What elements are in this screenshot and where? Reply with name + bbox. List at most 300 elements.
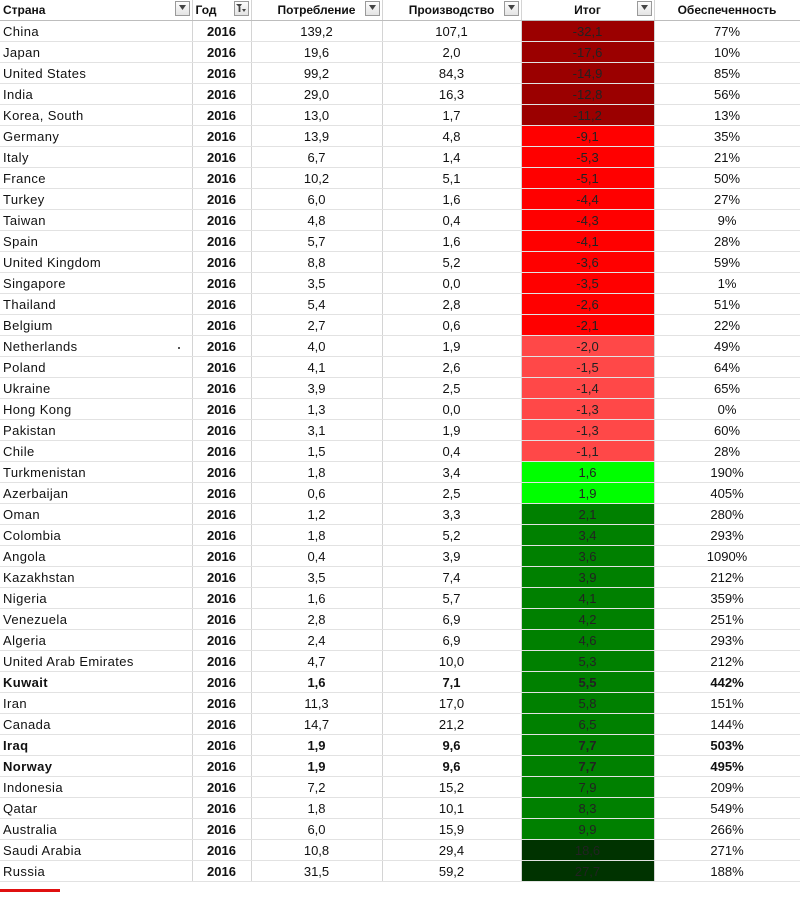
year-cell[interactable]: 2016 <box>192 504 251 525</box>
stray-dot <box>178 347 180 349</box>
consumption-cell[interactable]: 5,4 <box>251 294 382 315</box>
year-cell[interactable]: 2016 <box>192 630 251 651</box>
header-production-label: Производство <box>408 3 495 17</box>
country-cell[interactable]: Azerbaijan <box>0 483 192 504</box>
production-cell[interactable]: 0,0 <box>382 273 521 294</box>
consumption-cell[interactable]: 4,0 <box>251 336 382 357</box>
sufficiency-cell[interactable]: 293% <box>654 525 800 546</box>
country-cell[interactable]: Turkmenistan <box>0 462 192 483</box>
table-row <box>0 840 800 861</box>
total-cell[interactable]: 18,6 <box>521 840 654 861</box>
year-cell[interactable]: 2016 <box>192 42 251 63</box>
sufficiency-cell[interactable]: 151% <box>654 693 800 714</box>
table-row <box>0 105 800 126</box>
consumption-cell[interactable]: 1,3 <box>251 399 382 420</box>
table-row <box>0 336 800 357</box>
production-cell[interactable]: 2,6 <box>382 357 521 378</box>
country-cell[interactable]: Japan <box>0 42 192 63</box>
header-year-label: Год <box>195 3 217 17</box>
table-row <box>0 147 800 168</box>
sufficiency-cell[interactable]: 549% <box>654 798 800 819</box>
country-cell[interactable]: Saudi Arabia <box>0 840 192 861</box>
total-cell[interactable]: -32,1 <box>521 21 654 42</box>
country-cell[interactable]: Turkey <box>0 189 192 210</box>
year-cell[interactable]: 2016 <box>192 210 251 231</box>
table-row <box>0 525 800 546</box>
sufficiency-cell[interactable]: 85% <box>654 63 800 84</box>
year-cell[interactable]: 2016 <box>192 588 251 609</box>
chevron-down-icon <box>369 5 376 10</box>
year-cell[interactable]: 2016 <box>192 168 251 189</box>
year-cell[interactable]: 2016 <box>192 525 251 546</box>
consumption-cell[interactable]: 5,7 <box>251 231 382 252</box>
country-cell[interactable]: Singapore <box>0 273 192 294</box>
sufficiency-cell[interactable]: 209% <box>654 777 800 798</box>
year-cell[interactable]: 2016 <box>192 126 251 147</box>
chevron-down-icon <box>641 5 648 10</box>
year-cell[interactable]: 2016 <box>192 294 251 315</box>
total-cell[interactable]: 5,5 <box>521 672 654 693</box>
country-cell[interactable]: India <box>0 84 192 105</box>
production-cell[interactable]: 4,8 <box>382 126 521 147</box>
total-cell[interactable]: -1,3 <box>521 399 654 420</box>
total-cell[interactable]: 7,7 <box>521 735 654 756</box>
consumption-cell[interactable]: 10,2 <box>251 168 382 189</box>
country-cell[interactable]: Oman <box>0 504 192 525</box>
consumption-cell[interactable]: 1,8 <box>251 798 382 819</box>
country-filter-button[interactable] <box>175 1 190 16</box>
production-cell[interactable]: 5,2 <box>382 252 521 273</box>
table-row <box>0 567 800 588</box>
production-cell[interactable]: 5,2 <box>382 525 521 546</box>
production-cell[interactable]: 7,4 <box>382 567 521 588</box>
sufficiency-cell[interactable]: 212% <box>654 651 800 672</box>
year-cell[interactable]: 2016 <box>192 315 251 336</box>
year-cell[interactable]: 2016 <box>192 441 251 462</box>
total-cell[interactable]: -5,1 <box>521 168 654 189</box>
country-cell[interactable]: Hong Kong <box>0 399 192 420</box>
total-cell[interactable]: -3,5 <box>521 273 654 294</box>
consumption-cell[interactable]: 13,9 <box>251 126 382 147</box>
total-cell[interactable]: 8,3 <box>521 798 654 819</box>
table-row <box>0 504 800 525</box>
total-cell[interactable]: -1,1 <box>521 441 654 462</box>
production-cell[interactable]: 5,7 <box>382 588 521 609</box>
table-row <box>0 294 800 315</box>
production-filter-button[interactable] <box>504 1 519 16</box>
total-cell[interactable]: 5,8 <box>521 693 654 714</box>
filter-active-icon <box>236 4 246 12</box>
country-cell[interactable]: Nigeria <box>0 588 192 609</box>
country-cell[interactable]: Colombia <box>0 525 192 546</box>
table-row <box>0 546 800 567</box>
year-cell[interactable]: 2016 <box>192 105 251 126</box>
consumption-cell[interactable]: 2,8 <box>251 609 382 630</box>
sufficiency-cell[interactable]: 1090% <box>654 546 800 567</box>
sufficiency-cell[interactable]: 271% <box>654 840 800 861</box>
country-cell[interactable]: Thailand <box>0 294 192 315</box>
sufficiency-cell[interactable]: 65% <box>654 378 800 399</box>
sufficiency-cell[interactable]: 405% <box>654 483 800 504</box>
country-cell[interactable]: Australia <box>0 819 192 840</box>
header-consumption <box>251 0 382 21</box>
consumption-cell[interactable]: 4,8 <box>251 210 382 231</box>
production-cell[interactable]: 15,9 <box>382 819 521 840</box>
total-cell[interactable]: 7,7 <box>521 756 654 777</box>
table-row <box>0 231 800 252</box>
consumption-cell[interactable]: 6,7 <box>251 147 382 168</box>
country-cell[interactable]: Russia <box>0 861 192 882</box>
total-cell[interactable]: -2,0 <box>521 336 654 357</box>
total-cell[interactable]: -1,3 <box>521 420 654 441</box>
consumption-cell[interactable]: 3,5 <box>251 273 382 294</box>
production-cell[interactable]: 84,3 <box>382 63 521 84</box>
sufficiency-cell[interactable]: 59% <box>654 252 800 273</box>
production-cell[interactable]: 10,1 <box>382 798 521 819</box>
total-cell[interactable]: -3,6 <box>521 252 654 273</box>
total-cell[interactable]: 4,1 <box>521 588 654 609</box>
year-cell[interactable]: 2016 <box>192 798 251 819</box>
header-total <box>521 0 654 21</box>
country-cell[interactable]: Angola <box>0 546 192 567</box>
year-cell[interactable]: 2016 <box>192 231 251 252</box>
table-row <box>0 630 800 651</box>
sufficiency-cell[interactable]: 280% <box>654 504 800 525</box>
consumption-cell[interactable]: 3,5 <box>251 567 382 588</box>
country-cell[interactable]: United States <box>0 63 192 84</box>
year-cell[interactable]: 2016 <box>192 735 251 756</box>
production-cell[interactable]: 7,1 <box>382 672 521 693</box>
header-row <box>0 0 800 21</box>
sufficiency-cell[interactable]: 51% <box>654 294 800 315</box>
country-cell[interactable]: Kazakhstan <box>0 567 192 588</box>
year-cell[interactable]: 2016 <box>192 21 251 42</box>
sufficiency-cell[interactable]: 35% <box>654 126 800 147</box>
consumption-cell[interactable]: 1,5 <box>251 441 382 462</box>
total-cell[interactable]: -2,1 <box>521 315 654 336</box>
consumption-cell[interactable]: 1,8 <box>251 462 382 483</box>
production-cell[interactable]: 0,4 <box>382 441 521 462</box>
sufficiency-cell[interactable]: 22% <box>654 315 800 336</box>
production-cell[interactable]: 15,2 <box>382 777 521 798</box>
table-row <box>0 189 800 210</box>
consumption-cell[interactable]: 1,9 <box>251 735 382 756</box>
country-cell[interactable]: France <box>0 168 192 189</box>
consumption-cell[interactable]: 139,2 <box>251 21 382 42</box>
sufficiency-cell[interactable]: 56% <box>654 84 800 105</box>
total-cell[interactable]: 3,4 <box>521 525 654 546</box>
year-cell[interactable]: 2016 <box>192 84 251 105</box>
country-cell[interactable]: Taiwan <box>0 210 192 231</box>
year-cell[interactable]: 2016 <box>192 273 251 294</box>
year-cell[interactable]: 2016 <box>192 189 251 210</box>
country-cell[interactable]: United Kingdom <box>0 252 192 273</box>
sufficiency-cell[interactable]: 28% <box>654 441 800 462</box>
consumption-cell[interactable]: 1,9 <box>251 756 382 777</box>
production-cell[interactable]: 10,0 <box>382 651 521 672</box>
production-cell[interactable]: 3,9 <box>382 546 521 567</box>
sufficiency-cell[interactable]: 144% <box>654 714 800 735</box>
total-cell[interactable]: -14,9 <box>521 63 654 84</box>
country-cell[interactable]: China <box>0 21 192 42</box>
country-cell[interactable]: Pakistan <box>0 420 192 441</box>
sufficiency-cell[interactable]: 9% <box>654 210 800 231</box>
year-cell[interactable]: 2016 <box>192 840 251 861</box>
table-row <box>0 756 800 777</box>
consumption-cell[interactable]: 29,0 <box>251 84 382 105</box>
consumption-cell[interactable]: 13,0 <box>251 105 382 126</box>
total-cell[interactable]: 1,9 <box>521 483 654 504</box>
country-cell[interactable]: Germany <box>0 126 192 147</box>
production-cell[interactable]: 2,5 <box>382 378 521 399</box>
table-row <box>0 84 800 105</box>
total-cell[interactable]: -1,5 <box>521 357 654 378</box>
sufficiency-cell[interactable]: 60% <box>654 420 800 441</box>
total-cell[interactable]: -1,4 <box>521 378 654 399</box>
sufficiency-cell[interactable]: 0% <box>654 399 800 420</box>
consumption-cell[interactable]: 2,7 <box>251 315 382 336</box>
country-cell[interactable]: Iran <box>0 693 192 714</box>
country-cell[interactable]: Canada <box>0 714 192 735</box>
production-cell[interactable]: 1,9 <box>382 420 521 441</box>
sufficiency-cell[interactable]: 1% <box>654 273 800 294</box>
country-cell[interactable]: Kuwait <box>0 672 192 693</box>
production-cell[interactable]: 1,6 <box>382 189 521 210</box>
production-cell[interactable]: 1,6 <box>382 231 521 252</box>
table-row <box>0 420 800 441</box>
production-cell[interactable]: 6,9 <box>382 630 521 651</box>
table-row <box>0 672 800 693</box>
consumption-cell[interactable]: 1,6 <box>251 672 382 693</box>
total-cell[interactable]: -17,6 <box>521 42 654 63</box>
consumption-cell[interactable]: 6,0 <box>251 189 382 210</box>
production-cell[interactable]: 0,6 <box>382 315 521 336</box>
year-cell[interactable]: 2016 <box>192 462 251 483</box>
production-cell[interactable]: 6,9 <box>382 609 521 630</box>
consumption-cell[interactable]: 14,7 <box>251 714 382 735</box>
total-filter-button[interactable] <box>637 1 652 16</box>
consumption-cell[interactable]: 6,0 <box>251 819 382 840</box>
table-row <box>0 714 800 735</box>
sufficiency-cell[interactable]: 77% <box>654 21 800 42</box>
sufficiency-cell[interactable]: 293% <box>654 630 800 651</box>
year-cell[interactable]: 2016 <box>192 756 251 777</box>
total-cell[interactable]: -4,3 <box>521 210 654 231</box>
chevron-down-icon <box>508 5 515 10</box>
production-cell[interactable]: 2,5 <box>382 483 521 504</box>
consumption-cell[interactable]: 1,2 <box>251 504 382 525</box>
header-total-label: Итог <box>574 3 601 17</box>
year-cell[interactable]: 2016 <box>192 420 251 441</box>
total-cell[interactable]: -4,4 <box>521 189 654 210</box>
consumption-cell[interactable]: 0,6 <box>251 483 382 504</box>
consumption-cell[interactable]: 1,6 <box>251 588 382 609</box>
total-cell[interactable]: 2,1 <box>521 504 654 525</box>
year-cell[interactable]: 2016 <box>192 252 251 273</box>
year-cell[interactable]: 2016 <box>192 567 251 588</box>
sufficiency-cell[interactable]: 13% <box>654 105 800 126</box>
production-cell[interactable]: 107,1 <box>382 21 521 42</box>
production-cell[interactable]: 2,8 <box>382 294 521 315</box>
country-cell[interactable]: Algeria <box>0 630 192 651</box>
consumption-filter-button[interactable] <box>365 1 380 16</box>
header-country-label: Страна <box>3 3 46 17</box>
consumption-cell[interactable]: 10,8 <box>251 840 382 861</box>
country-cell[interactable]: Chile <box>0 441 192 462</box>
total-cell[interactable]: 4,2 <box>521 609 654 630</box>
country-cell[interactable]: Indonesia <box>0 777 192 798</box>
country-cell[interactable]: Spain <box>0 231 192 252</box>
year-cell[interactable]: 2016 <box>192 357 251 378</box>
year-cell[interactable]: 2016 <box>192 546 251 567</box>
production-cell[interactable]: 9,6 <box>382 735 521 756</box>
year-cell[interactable]: 2016 <box>192 378 251 399</box>
country-cell[interactable]: Norway <box>0 756 192 777</box>
sufficiency-cell[interactable]: 21% <box>654 147 800 168</box>
table-row <box>0 861 800 882</box>
consumption-cell[interactable]: 99,2 <box>251 63 382 84</box>
table-row <box>0 273 800 294</box>
sufficiency-cell[interactable]: 495% <box>654 756 800 777</box>
table-row <box>0 252 800 273</box>
sufficiency-cell[interactable]: 442% <box>654 672 800 693</box>
header-year <box>192 0 251 21</box>
table-header <box>0 0 800 21</box>
sufficiency-cell[interactable]: 10% <box>654 42 800 63</box>
year-cell[interactable]: 2016 <box>192 651 251 672</box>
total-cell[interactable]: 1,6 <box>521 462 654 483</box>
production-cell[interactable]: 1,9 <box>382 336 521 357</box>
total-cell[interactable]: -9,1 <box>521 126 654 147</box>
production-cell[interactable]: 1,7 <box>382 105 521 126</box>
consumption-cell[interactable]: 1,8 <box>251 525 382 546</box>
consumption-cell[interactable]: 8,8 <box>251 252 382 273</box>
country-cell[interactable]: Belgium <box>0 315 192 336</box>
table-row <box>0 378 800 399</box>
sufficiency-cell[interactable]: 28% <box>654 231 800 252</box>
production-cell[interactable]: 3,3 <box>382 504 521 525</box>
table-row <box>0 168 800 189</box>
country-cell[interactable]: Ukraine <box>0 378 192 399</box>
total-cell[interactable]: -4,1 <box>521 231 654 252</box>
year-cell[interactable]: 2016 <box>192 399 251 420</box>
consumption-cell[interactable]: 19,6 <box>251 42 382 63</box>
sufficiency-cell[interactable]: 188% <box>654 861 800 882</box>
sufficiency-cell[interactable]: 359% <box>654 588 800 609</box>
chevron-down-icon <box>179 5 186 10</box>
consumption-cell[interactable]: 2,4 <box>251 630 382 651</box>
consumption-cell[interactable]: 3,1 <box>251 420 382 441</box>
country-cell[interactable]: Netherlands <box>0 336 192 357</box>
table-row <box>0 63 800 84</box>
total-cell[interactable]: 7,9 <box>521 777 654 798</box>
sufficiency-cell[interactable]: 212% <box>654 567 800 588</box>
year-cell[interactable]: 2016 <box>192 861 251 882</box>
total-cell[interactable]: 27,7 <box>521 861 654 882</box>
header-consumption-label: Потребление <box>277 3 356 17</box>
table-row <box>0 609 800 630</box>
country-cell[interactable]: Korea, South <box>0 105 192 126</box>
year-cell[interactable]: 2016 <box>192 336 251 357</box>
production-cell[interactable]: 0,0 <box>382 399 521 420</box>
sufficiency-cell[interactable]: 49% <box>654 336 800 357</box>
year-cell[interactable]: 2016 <box>192 672 251 693</box>
consumption-cell[interactable]: 4,7 <box>251 651 382 672</box>
sufficiency-cell[interactable]: 27% <box>654 189 800 210</box>
year-cell[interactable]: 2016 <box>192 609 251 630</box>
total-cell[interactable]: -5,3 <box>521 147 654 168</box>
country-cell[interactable]: United Arab Emirates <box>0 651 192 672</box>
table-row <box>0 21 800 42</box>
table-row <box>0 693 800 714</box>
sufficiency-cell[interactable]: 503% <box>654 735 800 756</box>
total-cell[interactable]: 5,3 <box>521 651 654 672</box>
country-cell[interactable]: Italy <box>0 147 192 168</box>
consumption-cell[interactable]: 11,3 <box>251 693 382 714</box>
total-cell[interactable]: 4,6 <box>521 630 654 651</box>
year-cell[interactable]: 2016 <box>192 147 251 168</box>
year-cell[interactable]: 2016 <box>192 483 251 504</box>
header-country <box>0 0 192 21</box>
year-filter-button[interactable] <box>234 1 249 16</box>
table-row <box>0 42 800 63</box>
table-row <box>0 126 800 147</box>
country-cell[interactable]: Poland <box>0 357 192 378</box>
sufficiency-cell[interactable]: 50% <box>654 168 800 189</box>
production-cell[interactable]: 59,2 <box>382 861 521 882</box>
total-cell[interactable]: -12,8 <box>521 84 654 105</box>
year-cell[interactable]: 2016 <box>192 819 251 840</box>
table-row <box>0 357 800 378</box>
country-cell[interactable]: Venezuela <box>0 609 192 630</box>
total-cell[interactable]: 6,5 <box>521 714 654 735</box>
production-cell[interactable]: 2,0 <box>382 42 521 63</box>
consumption-cell[interactable]: 31,5 <box>251 861 382 882</box>
total-cell[interactable]: 3,6 <box>521 546 654 567</box>
year-cell[interactable]: 2016 <box>192 693 251 714</box>
production-cell[interactable]: 1,4 <box>382 147 521 168</box>
total-cell[interactable]: 9,9 <box>521 819 654 840</box>
consumption-cell[interactable]: 0,4 <box>251 546 382 567</box>
production-cell[interactable]: 5,1 <box>382 168 521 189</box>
production-cell[interactable]: 21,2 <box>382 714 521 735</box>
sufficiency-cell[interactable]: 190% <box>654 462 800 483</box>
production-cell[interactable]: 29,4 <box>382 840 521 861</box>
sufficiency-cell[interactable]: 64% <box>654 357 800 378</box>
year-cell[interactable]: 2016 <box>192 63 251 84</box>
production-cell[interactable]: 0,4 <box>382 210 521 231</box>
year-cell[interactable]: 2016 <box>192 777 251 798</box>
header-production <box>382 0 521 21</box>
consumption-cell[interactable]: 7,2 <box>251 777 382 798</box>
total-cell[interactable]: 3,9 <box>521 567 654 588</box>
country-cell[interactable]: Qatar <box>0 798 192 819</box>
production-cell[interactable]: 9,6 <box>382 756 521 777</box>
consumption-cell[interactable]: 4,1 <box>251 357 382 378</box>
production-cell[interactable]: 16,3 <box>382 84 521 105</box>
total-cell[interactable]: -11,2 <box>521 105 654 126</box>
total-cell[interactable]: -2,6 <box>521 294 654 315</box>
consumption-cell[interactable]: 3,9 <box>251 378 382 399</box>
production-cell[interactable]: 3,4 <box>382 462 521 483</box>
production-cell[interactable]: 17,0 <box>382 693 521 714</box>
table-row <box>0 441 800 462</box>
sufficiency-cell[interactable]: 266% <box>654 819 800 840</box>
sufficiency-cell[interactable]: 251% <box>654 609 800 630</box>
year-cell[interactable]: 2016 <box>192 714 251 735</box>
country-cell[interactable]: Iraq <box>0 735 192 756</box>
table-row <box>0 210 800 231</box>
